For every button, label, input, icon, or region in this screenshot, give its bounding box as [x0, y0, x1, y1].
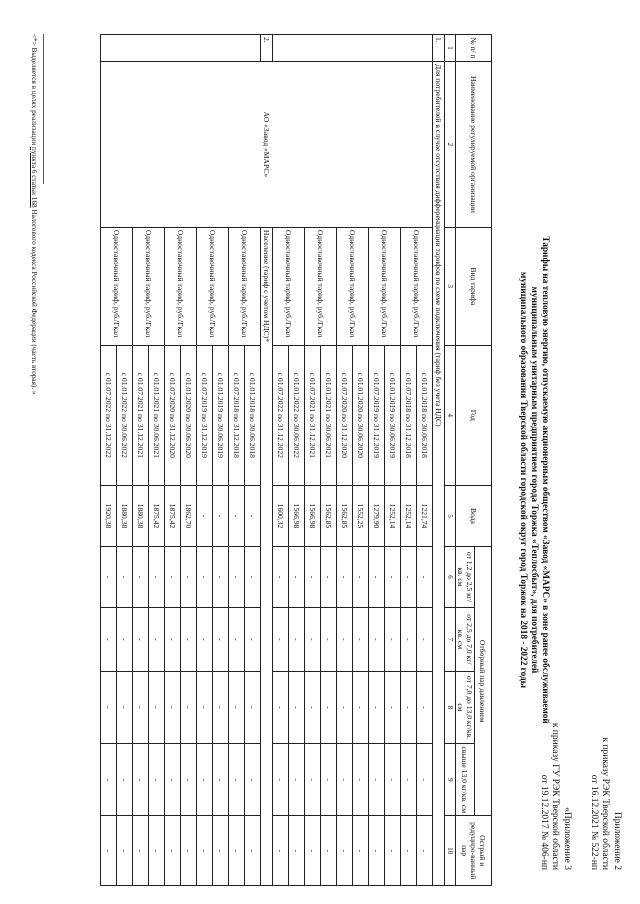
table-row [417, 35, 433, 886]
period-cell: с 01.01.2022 по 30.06.2022 [117, 345, 133, 485]
water-value: 1880,38 [117, 486, 133, 547]
steam-value: - [289, 816, 305, 886]
column-number: 4 [445, 345, 456, 485]
steam-value: - [385, 607, 401, 671]
section-row [433, 35, 445, 886]
steam-value: - [245, 671, 261, 743]
tariff-type-cell: Одноставочный тариф, руб./Гкал [197, 227, 229, 345]
steam-value: - [229, 744, 245, 816]
water-value: - [229, 486, 245, 547]
tariff-type-cell: Одноставочный тариф, руб./Гкал [101, 227, 133, 345]
steam-value: - [117, 607, 133, 671]
steam-value: - [165, 671, 181, 743]
steam-value: - [101, 671, 117, 743]
column-number: 7 [445, 607, 456, 671]
steam-value: - [197, 816, 213, 886]
steam-value: - [305, 607, 321, 671]
period-cell: с 01.01.2020 по 30.06.2020 [353, 345, 369, 485]
steam-value: - [165, 546, 181, 607]
annex-line: к приказу ГУ РЭК Тверской области [550, 722, 561, 870]
period-cell: с 01.07.2019 по 31.12.2019 [369, 345, 385, 485]
tariff-type-cell: Одноставочный тариф, руб./Гкал [305, 227, 337, 345]
steam-value: - [245, 744, 261, 816]
steam-value: - [133, 671, 149, 743]
steam-value: - [273, 607, 289, 671]
period-cell: с 01.07.2021 по 31.12.2021 [133, 345, 149, 485]
steam-value: - [149, 607, 165, 671]
column-number: 9 [445, 744, 456, 816]
steam-value: - [321, 816, 337, 886]
tariff-type-cell: Одноставочный тариф, руб./Гкал [273, 227, 305, 345]
column-number: 5 [445, 486, 456, 547]
steam-value: - [337, 546, 353, 607]
steam-value: - [401, 744, 417, 816]
steam-value: - [149, 744, 165, 816]
steam-value: - [337, 671, 353, 743]
steam-value: - [229, 671, 245, 743]
steam-value: - [353, 671, 369, 743]
water-value: 1880,38 [133, 486, 149, 547]
annex-line: к приказу РЭК Тверской области [600, 737, 611, 870]
row-number-cell [101, 35, 261, 62]
steam-value: - [181, 671, 197, 743]
steam-value: - [101, 816, 117, 886]
period-cell: с 01.01.2021 по 30.06.2021 [321, 345, 337, 485]
water-value: - [245, 486, 261, 547]
steam-value: - [369, 744, 385, 816]
steam-value: - [181, 816, 197, 886]
header-steam-4: свыше 13,0 кг/кв. см [456, 744, 475, 816]
section-number: 1. [433, 35, 445, 62]
column-number: 8 [445, 671, 456, 743]
steam-value: - [273, 546, 289, 607]
steam-value: - [305, 744, 321, 816]
steam-value: - [229, 607, 245, 671]
footnote [30, 34, 38, 395]
water-value: 1252,14 [401, 486, 417, 547]
steam-value: - [385, 671, 401, 743]
steam-value: - [385, 816, 401, 886]
steam-value: - [181, 607, 197, 671]
steam-value: - [321, 744, 337, 816]
steam-value: - [417, 816, 433, 886]
section-label: Население (тариф с учетом НДС)* [261, 227, 273, 885]
steam-value: - [353, 607, 369, 671]
period-cell: с 01.07.2018 по 31.12.2018 [229, 345, 245, 485]
water-value: 1875,42 [149, 486, 165, 547]
steam-value: - [353, 816, 369, 886]
steam-value: - [369, 607, 385, 671]
steam-value: - [417, 744, 433, 816]
header-steam-3: от 7,0 до 13,0 кг/кв. см [456, 671, 475, 743]
period-cell: с 01.07.2021 по 31.12.2021 [305, 345, 321, 485]
steam-value: - [385, 546, 401, 607]
steam-value: - [273, 744, 289, 816]
steam-value: - [133, 744, 149, 816]
steam-value: - [289, 546, 305, 607]
steam-value: - [289, 671, 305, 743]
steam-value: - [321, 671, 337, 743]
steam-value: - [337, 816, 353, 886]
steam-value: - [289, 607, 305, 671]
steam-value: - [229, 546, 245, 607]
annex-line: от 16.12.2021 № 522-нп [589, 774, 599, 870]
steam-value: - [197, 607, 213, 671]
tariff-type-cell: Одноставочный тариф, руб./Гкал [401, 227, 433, 345]
header-steam: Отборный пар давлением [475, 546, 492, 815]
column-numbers-row [445, 35, 456, 886]
steam-value: - [305, 546, 321, 607]
steam-value: - [369, 816, 385, 886]
steam-value: - [213, 744, 229, 816]
annex-line: «Приложение 3 [562, 807, 572, 870]
period-cell: с 01.07.2022 по 31.12.2022 [273, 345, 289, 485]
steam-value: - [337, 607, 353, 671]
annex-reference [588, 640, 623, 870]
tariff-type-cell: Одноставочный тариф, руб./Гкал [165, 227, 197, 345]
period-cell: с 01.01.2021 по 30.06.2021 [149, 345, 165, 485]
water-value: - [213, 486, 229, 547]
steam-value: - [197, 546, 213, 607]
steam-value: - [133, 607, 149, 671]
period-cell: с 01.07.2020 по 31.12.2020 [165, 345, 181, 485]
water-value: 1566,98 [305, 486, 321, 547]
period-cell: с 01.07.2020 по 31.12.2020 [337, 345, 353, 485]
steam-value: - [165, 816, 181, 886]
steam-value: - [165, 744, 181, 816]
steam-value: - [321, 546, 337, 607]
section-number: 2. [261, 35, 273, 62]
period-cell: с 01.01.2022 по 30.06.2022 [289, 345, 305, 485]
header-water: Вода [456, 486, 492, 547]
steam-value: - [165, 607, 181, 671]
steam-value: - [417, 546, 433, 607]
title-line: муниципальным унитарным предприятием города Торжка «Теплосбыт», для потребителей [529, 286, 539, 674]
steam-value: - [213, 816, 229, 886]
tariff-type-cell: Одноставочный тариф, руб./Гкал [133, 227, 165, 345]
row-number-cell [273, 35, 433, 62]
period-cell: с 01.01.2019 по 30.06.2019 [213, 345, 229, 485]
header-steam-2: от 2,5 до 7,0 кг/кв. см [456, 607, 475, 671]
steam-value: - [273, 671, 289, 743]
period-cell: с 01.01.2020 по 30.06.2020 [181, 345, 197, 485]
steam-value: - [149, 671, 165, 743]
footnote-link[interactable]: пункта 6 статьи 168 [30, 147, 38, 208]
header-sharp-steam: Острый и редуциро-ванный пар [456, 816, 492, 886]
column-number: 1 [445, 35, 456, 62]
steam-value: - [245, 546, 261, 607]
steam-value: - [117, 546, 133, 607]
water-value: 1862,70 [181, 486, 197, 547]
tariff-type-cell: Одноставочный тариф, руб./Гкал [337, 227, 369, 345]
steam-value: - [245, 816, 261, 886]
steam-value: - [213, 671, 229, 743]
steam-value: - [353, 744, 369, 816]
steam-value: - [133, 546, 149, 607]
period-cell: с 01.07.2022 по 31.12.2022 [101, 345, 117, 485]
steam-value: - [117, 744, 133, 816]
organization-name: АО «Завод «МАРС» [101, 61, 433, 227]
steam-value: - [305, 671, 321, 743]
header-organization: Наименование регулируемой организации [456, 61, 492, 227]
water-value: - [197, 486, 213, 547]
period-cell: с 01.01.2019 по 30.06.2019 [385, 345, 401, 485]
steam-value: - [401, 816, 417, 886]
footnote-text: Налогового кодекса Российской Федерации (часть вторая). » [30, 207, 38, 395]
steam-value: - [353, 546, 369, 607]
table-body [101, 35, 445, 886]
steam-value: - [149, 546, 165, 607]
header-steam-1: от 1,2 до 2,5 кг/кв. см [456, 546, 475, 607]
footnote-divider [43, 34, 44, 184]
steam-value: - [417, 607, 433, 671]
header-tariff-type: Вид тарифа [456, 227, 492, 345]
column-number: 3 [445, 227, 456, 345]
tariff-type-cell: Одноставочный тариф, руб./Гкал [229, 227, 261, 345]
water-value: 1279,90 [369, 486, 385, 547]
period-cell: с 01.07.2018 по 31.12.2018 [401, 345, 417, 485]
water-value: 1252,14 [385, 486, 401, 547]
title-line: Тарифы на тепловую энергию, отпускаемую акционерным обществом «Завод «МАРС» в зоне ранее обслуживаемой [540, 236, 550, 724]
footnote-text: <*> Выделяется в целях реализации [30, 34, 38, 148]
period-cell: с 01.07.2019 по 31.12.2019 [197, 345, 213, 485]
water-value: 1566,98 [289, 486, 305, 547]
steam-value: - [245, 607, 261, 671]
header-year: Год [456, 345, 492, 485]
annex-line: Приложение 2 [612, 811, 622, 870]
annex-line: от 19.12.2017 № 406-нп [539, 774, 549, 870]
steam-value: - [101, 607, 117, 671]
steam-value: - [401, 546, 417, 607]
steam-value: - [369, 671, 385, 743]
steam-value: - [321, 607, 337, 671]
steam-value: - [213, 607, 229, 671]
steam-value: - [305, 816, 321, 886]
period-cell: с 01.01.2018 по 30.06.2018 [245, 345, 261, 485]
steam-value: - [229, 816, 245, 886]
steam-value: - [181, 546, 197, 607]
header-num: № п/ п [456, 35, 492, 62]
water-value: 1875,42 [165, 486, 181, 547]
steam-value: - [101, 744, 117, 816]
steam-value: - [149, 816, 165, 886]
water-value: 1221,74 [417, 486, 433, 547]
steam-value: - [289, 744, 305, 816]
steam-value: - [101, 546, 117, 607]
steam-value: - [117, 671, 133, 743]
section-label: Для потребителей в случае отсутствия дифференциации тарифов по схеме подключения (тариф без учета НДС) [433, 61, 445, 885]
steam-value: - [369, 546, 385, 607]
water-value: 1562,85 [321, 486, 337, 547]
water-value: 1600,32 [273, 486, 289, 547]
period-cell: с 01.01.2018 по 30.06.2018 [417, 345, 433, 485]
tariff-table [100, 34, 492, 886]
steam-value: - [417, 671, 433, 743]
steam-value: - [401, 607, 417, 671]
document-title [517, 130, 550, 830]
steam-value: - [213, 546, 229, 607]
column-number: 2 [445, 61, 456, 227]
steam-value: - [385, 744, 401, 816]
steam-value: - [133, 816, 149, 886]
steam-value: - [197, 744, 213, 816]
tariff-type-cell: Одноставочный тариф, руб./Гкал [369, 227, 401, 345]
steam-value: - [117, 816, 133, 886]
steam-value: - [273, 816, 289, 886]
water-value: 1920,38 [101, 486, 117, 547]
water-value: 1552,25 [353, 486, 369, 547]
steam-value: - [197, 671, 213, 743]
steam-value: - [337, 744, 353, 816]
steam-value: - [401, 671, 417, 743]
water-value: 1562,85 [337, 486, 353, 547]
title-line: муниципального образования Тверской области городской округ город Торжок на 2018 - 2022 годы [518, 272, 528, 688]
column-number: 6 [445, 546, 456, 607]
column-number: 10 [445, 816, 456, 886]
steam-value: - [181, 744, 197, 816]
